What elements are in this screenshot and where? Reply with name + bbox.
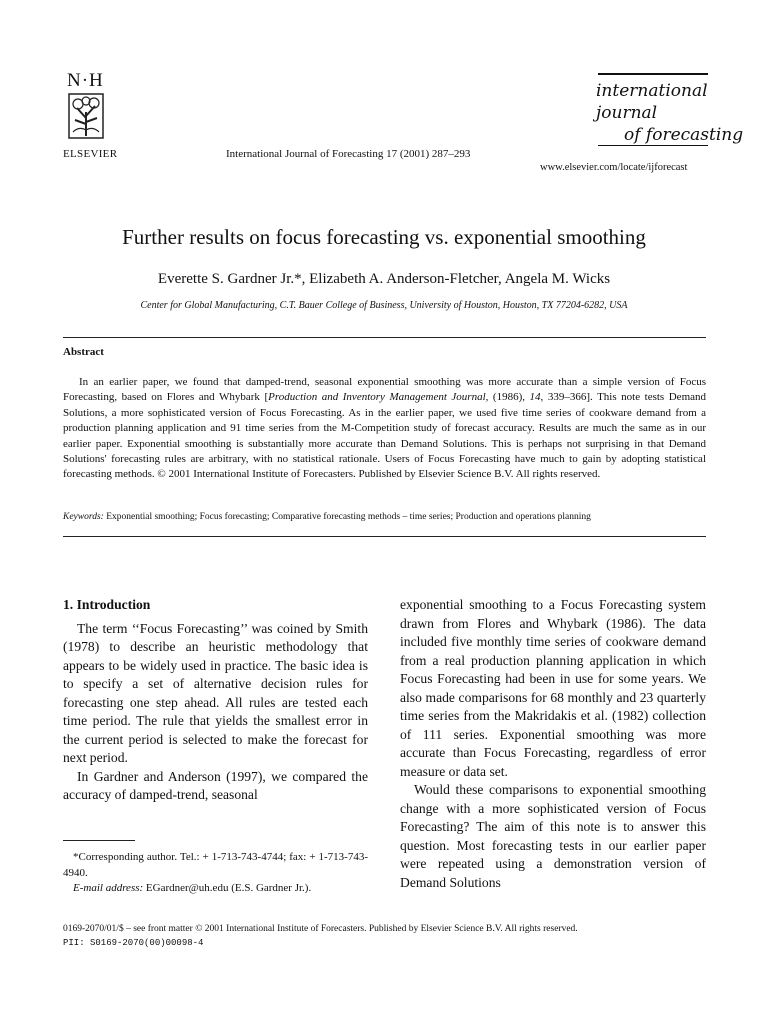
paragraph: Would these comparisons to exponential smoothing change with a more sophisticated version of Focus Forecasting? The aim of this note is to answer this question. Most forecasting tests in our earlier paper were repeated using a demonstration version of Demand Solutions [400, 782, 706, 890]
publisher-name: ELSEVIER [63, 148, 118, 160]
email-note [63, 881, 368, 897]
paper-title: Further results on focus forecasting vs. exponential smoothing [122, 225, 646, 249]
keywords [63, 512, 713, 522]
abstract-heading: Abstract [63, 346, 104, 358]
keywords-label: Keywords: [63, 512, 104, 522]
paragraph: In Gardner and Anderson (1997), we compared the accuracy of damped-trend, seasonal [63, 768, 368, 802]
keywords-text: Exponential smoothing; Focus forecasting; Comparative forecasting methods – time series; Production and operations planning [103, 512, 591, 522]
footnote [63, 850, 368, 897]
pii: PII: S0169-2070(00)00098-4 [63, 938, 204, 948]
journal-logo [596, 80, 768, 146]
corresponding-author-note: *Corresponding author. Tel.: + 1-713-743-4744; fax: + 1-713-743-4940. [63, 851, 368, 879]
journal-url[interactable]: www.elsevier.com/locate/ijforecast [540, 162, 688, 173]
copyright: © 2001 International Institute of Forecasters. Published by Elsevier Science B.V. All rights reserved. [192, 924, 578, 934]
paragraph: The term ‘‘Focus Forecasting’’ was coined by Smith (1978) to describe an heuristic methodology that appears to be widely used in practice. The basic idea is to specify a set of alternative decision rules for forecasting one step ahead. All rules are tested each time period. The rule that yields the smallest error in the current period is selected to make the forecast for next period. [63, 620, 368, 765]
elsevier-tree-logo [67, 92, 105, 140]
abstract-citation-volume: 14 [529, 391, 541, 404]
abstract-top-rule [63, 337, 706, 338]
journal-logo-line2: of forecasting [624, 125, 744, 145]
paragraph: exponential smoothing to a Focus Forecasting system drawn from Flores and Whybark (1986). The data included five monthly time series of cookware demand from a real production planning application in which Focus Forecasting had been in use for some years. We also made comparisons for 68 monthly and 23 quarterly time series from the Makridakis et al. (1982) collection of 111 series. Exponential smoothing was more accurate than Focus Forecasting, regardless of error measure or data set. [400, 597, 706, 779]
journal-logo-bottom-rule [598, 145, 708, 146]
email-value[interactable]: EGardner@uh.edu (E.S. Gardner Jr.). [143, 882, 312, 894]
journal-citation: International Journal of Forecasting 17 (2001) 287–293 [226, 148, 471, 160]
email-label: E-mail address: [73, 882, 144, 894]
section-heading: 1. Introduction [63, 597, 151, 612]
abstract-citation-journal: Production and Inventory Management Journal [268, 391, 486, 404]
page-footer [63, 922, 708, 950]
issn: 0169-2070/01/$ – see front matter [63, 924, 193, 934]
author-list: Everette S. Gardner Jr.*, Elizabeth A. Anderson-Fletcher, Angela M. Wicks [157, 271, 611, 287]
journal-logo-top-rule [598, 73, 708, 75]
abstract-text: In an earlier paper, we found that damped-trend, seasonal exponential smoothing was more accurate than a simple version of Focus Forecasting, based on Flores and Whybark [Production and Inventory Management Journal, (1986), 14, 339–366]. This note tests Demand Solutions, a more sophisticated version of Focus Forecasting. As in the earlier paper, we used five time series of cookware demand from a production planning application and 91 time series from the M-Competition study of forecast accuracy. Results are much the same as in our earlier paper. Exponential smoothing is substantially more accurate than Demand Solutions. This is perhaps not surprising in that Demand Solutions' forecasting rules are arbitrary, with no statistical rationale. Users of Focus Forecasting have much to gain by adopting statistical forecasting methods. © 2001 International Institute of Forecasters. Published by Elsevier Science B.V. All rights reserved. [63, 376, 707, 481]
publisher-mark: N·H [67, 70, 104, 91]
body-column-left [63, 596, 368, 805]
body-column-right [400, 596, 706, 892]
footnote-rule [63, 840, 135, 841]
affiliation: Center for Global Manufacturing, C.T. Bauer College of Business, University of Houston, Houston, TX 77204-6282, USA [140, 300, 628, 311]
abstract-bottom-rule [63, 536, 706, 537]
journal-logo-line1: international journal [596, 81, 708, 123]
